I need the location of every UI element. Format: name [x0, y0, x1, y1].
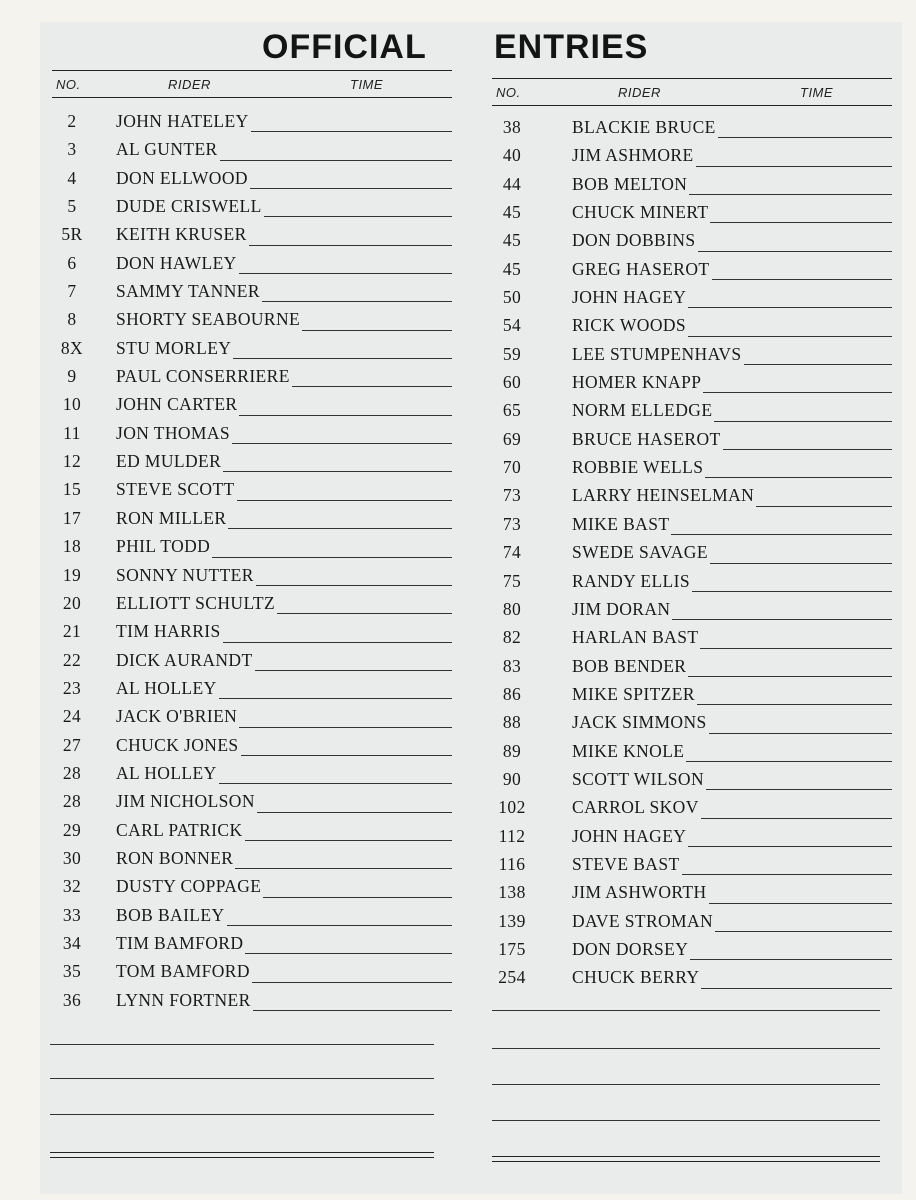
time-line	[703, 392, 892, 393]
entry-row	[492, 339, 892, 367]
entry-rider-name: BOB MELTON	[572, 173, 688, 194]
entry-rider-name: JACK O'BRIEN	[116, 706, 238, 727]
entry-row	[52, 900, 452, 928]
entries-list-right	[492, 106, 892, 991]
entry-number: 10	[62, 394, 82, 415]
time-line	[239, 273, 452, 274]
blank-entry-line	[50, 1044, 434, 1045]
entry-number: 138	[498, 882, 526, 903]
entry-row	[52, 389, 452, 417]
entry-number: 9	[67, 366, 77, 387]
header-no: NO.	[56, 77, 81, 92]
time-line	[697, 704, 892, 705]
entry-row	[52, 928, 452, 956]
entry-rider-name: SONNY NUTTER	[116, 564, 254, 585]
entry-row	[492, 594, 892, 622]
time-line	[686, 761, 892, 762]
entry-rider-name: JOHN HAGEY	[572, 287, 687, 308]
entry-row	[492, 849, 892, 877]
time-line	[715, 931, 892, 932]
entry-rider-name: RON BONNER	[116, 847, 234, 868]
entry-number: 8	[67, 309, 77, 330]
entry-rider-name: CARL PATRICK	[116, 819, 243, 840]
entry-row	[52, 418, 452, 446]
entry-rider-name: PHIL TODD	[116, 536, 211, 557]
time-line	[219, 783, 452, 784]
time-line	[744, 364, 892, 365]
header-rider: RIDER	[168, 77, 211, 92]
time-line	[700, 648, 892, 649]
time-line	[709, 733, 892, 734]
entry-rider-name: ED MULDER	[116, 451, 222, 472]
entry-number: 88	[502, 712, 522, 733]
time-line	[249, 245, 452, 246]
entry-number: 17	[62, 507, 82, 528]
time-line	[235, 868, 452, 869]
time-line	[219, 698, 452, 699]
entry-rider-name: PAUL CONSERRIERE	[116, 366, 290, 387]
entry-rider-name: JIM ASHMORE	[572, 145, 694, 166]
entry-row	[492, 424, 892, 452]
entry-row	[52, 956, 452, 984]
time-line	[237, 500, 452, 501]
entry-row	[492, 367, 892, 395]
entry-rider-name: CHUCK MINERT	[572, 202, 709, 223]
column-header	[52, 70, 452, 98]
entry-number: 45	[502, 230, 522, 251]
entry-rider-name: RON MILLER	[116, 507, 227, 528]
time-line	[671, 534, 892, 535]
time-line	[241, 755, 452, 756]
entry-row	[52, 446, 452, 474]
entry-rider-name: DON DORSEY	[572, 938, 689, 959]
entries-column-left	[52, 70, 452, 1013]
time-line	[688, 846, 892, 847]
entry-number: 36	[62, 989, 82, 1010]
entry-row	[52, 191, 452, 219]
entry-rider-name: HARLAN BAST	[572, 627, 699, 648]
header-no: NO.	[496, 85, 521, 100]
time-line	[701, 988, 892, 989]
double-rule-left	[50, 1152, 434, 1158]
entry-rider-name: DON ELLWOOD	[116, 167, 248, 188]
time-line	[714, 421, 892, 422]
time-line	[262, 301, 452, 302]
entry-row	[52, 588, 452, 616]
time-line	[263, 897, 452, 898]
time-line	[255, 670, 452, 671]
entry-row	[52, 333, 452, 361]
entry-rider-name: BRUCE HASEROT	[572, 428, 721, 449]
time-line	[251, 131, 452, 132]
time-line	[696, 166, 892, 167]
time-line	[245, 840, 452, 841]
entry-number: 11	[63, 422, 81, 443]
entry-rider-name: LYNN FORTNER	[116, 989, 251, 1010]
time-line	[698, 251, 892, 252]
entry-row	[52, 673, 452, 701]
entry-number: 4	[67, 167, 77, 188]
entry-number: 18	[62, 536, 82, 557]
entry-row	[52, 219, 452, 247]
entry-row	[52, 871, 452, 899]
entry-row	[492, 821, 892, 849]
entry-rider-name: GREG HASEROT	[572, 258, 710, 279]
time-line	[212, 557, 452, 558]
entry-rider-name: JON THOMAS	[116, 422, 231, 443]
entry-row	[492, 906, 892, 934]
entry-number: 27	[62, 734, 82, 755]
entry-number: 20	[62, 592, 82, 613]
entry-row	[492, 140, 892, 168]
entry-number: 15	[62, 479, 82, 500]
entry-rider-name: ELLIOTT SCHULTZ	[116, 592, 276, 613]
entry-row	[492, 197, 892, 225]
time-line	[228, 528, 452, 529]
time-line	[682, 874, 892, 875]
entry-row	[492, 254, 892, 282]
entry-row	[492, 877, 892, 905]
entry-rider-name: CHUCK JONES	[116, 734, 239, 755]
entry-number: 73	[502, 485, 522, 506]
entry-rider-name: DUDE CRISWELL	[116, 196, 262, 217]
entry-number: 80	[502, 598, 522, 619]
entry-number: 33	[62, 904, 82, 925]
time-line	[723, 449, 892, 450]
time-line	[692, 591, 892, 592]
entry-rider-name: HOMER KNAPP	[572, 372, 702, 393]
entries-list-left	[52, 98, 452, 1013]
time-line	[688, 336, 892, 337]
entry-rider-name: MIKE BAST	[572, 513, 670, 534]
entry-number: 60	[502, 372, 522, 393]
entry-rider-name: NORM ELLEDGE	[572, 400, 713, 421]
entry-row	[492, 480, 892, 508]
entry-number: 21	[62, 621, 82, 642]
time-line	[688, 676, 892, 677]
entry-rider-name: JIM NICHOLSON	[116, 791, 255, 812]
entry-number: 12	[62, 451, 82, 472]
entry-rider-name: LEE STUMPENHAVS	[572, 343, 742, 364]
entry-number: 74	[502, 542, 522, 563]
entry-rider-name: BOB BENDER	[572, 655, 687, 676]
entry-row	[52, 616, 452, 644]
entry-rider-name: JACK SIMMONS	[572, 712, 707, 733]
entry-rider-name: ROBBIE WELLS	[572, 457, 704, 478]
time-line	[253, 1010, 452, 1011]
entry-row	[52, 758, 452, 786]
entry-number: 50	[502, 287, 522, 308]
entry-rider-name: SAMMY TANNER	[116, 281, 260, 302]
entry-row	[492, 566, 892, 594]
entry-row	[52, 843, 452, 871]
entry-rider-name: JOHN HATELEY	[116, 111, 249, 131]
entry-row	[52, 106, 452, 134]
time-line	[256, 585, 452, 586]
time-line	[718, 137, 892, 138]
time-line	[239, 727, 452, 728]
entry-number: 29	[62, 819, 82, 840]
time-line	[232, 443, 452, 444]
entry-row	[52, 276, 452, 304]
entry-row	[492, 707, 892, 735]
time-line	[706, 789, 892, 790]
time-line	[223, 642, 452, 643]
entry-row	[52, 786, 452, 814]
entry-row	[52, 248, 452, 276]
entry-rider-name: DAVE STROMAN	[572, 910, 714, 931]
entry-row	[492, 679, 892, 707]
entry-row	[492, 622, 892, 650]
entries-column-right	[492, 78, 892, 991]
time-line	[264, 216, 452, 217]
entry-row	[52, 361, 452, 389]
entry-number: 22	[62, 649, 82, 670]
blank-entry-line	[492, 1048, 880, 1049]
blank-entry-line	[492, 1120, 880, 1121]
time-line	[672, 619, 892, 620]
entry-row	[52, 163, 452, 191]
blank-entry-line	[492, 1010, 880, 1011]
entry-number: 139	[498, 910, 526, 931]
entry-number: 70	[502, 457, 522, 478]
entry-number: 90	[502, 768, 522, 789]
entry-number: 8X	[60, 337, 84, 358]
blank-entry-line	[492, 1084, 880, 1085]
entry-row	[492, 509, 892, 537]
time-line	[712, 279, 892, 280]
entry-rider-name: SHORTY SEABOURNE	[116, 309, 301, 330]
entry-rider-name: AL GUNTER	[116, 139, 218, 160]
time-line	[688, 307, 892, 308]
entry-row	[52, 474, 452, 502]
entry-rider-name: MIKE KNOLE	[572, 740, 685, 761]
entry-number: 112	[498, 825, 526, 846]
entry-number: 44	[502, 173, 522, 194]
entry-number: 2	[67, 111, 77, 131]
time-line	[705, 477, 892, 478]
time-line	[250, 188, 452, 189]
entry-number: 54	[502, 315, 522, 336]
entry-row	[492, 225, 892, 253]
entry-number: 38	[502, 117, 522, 137]
time-line	[239, 415, 452, 416]
entry-number: 28	[62, 762, 82, 783]
entry-rider-name: JIM ASHWORTH	[572, 882, 707, 903]
entry-number: 19	[62, 564, 82, 585]
entry-rider-name: DUSTY COPPAGE	[116, 876, 262, 897]
entry-number: 28	[62, 791, 82, 812]
time-line	[233, 358, 452, 359]
time-line	[701, 818, 892, 819]
entry-row	[492, 934, 892, 962]
time-line	[689, 194, 892, 195]
entry-row	[492, 452, 892, 480]
entry-row	[52, 531, 452, 559]
entry-rider-name: LARRY HEINSELMAN	[572, 485, 755, 506]
time-line	[302, 330, 452, 331]
entry-number: 102	[498, 797, 526, 818]
time-line	[756, 506, 892, 507]
entry-rider-name: STEVE BAST	[572, 853, 680, 874]
time-line	[709, 903, 892, 904]
entry-rider-name: SCOTT WILSON	[572, 768, 705, 789]
entry-number: 5R	[61, 224, 83, 245]
time-line	[220, 160, 452, 161]
entry-number: 40	[502, 145, 522, 166]
entry-number: 30	[62, 847, 82, 868]
entry-number: 82	[502, 627, 522, 648]
column-header	[492, 78, 892, 106]
time-line	[223, 471, 452, 472]
entry-rider-name: TIM HARRIS	[116, 621, 221, 642]
time-line	[257, 812, 452, 813]
entry-number: 32	[62, 876, 82, 897]
entry-row	[492, 792, 892, 820]
entry-number: 69	[502, 428, 522, 449]
entry-number: 23	[62, 677, 82, 698]
entry-rider-name: TIM BAMFORD	[116, 932, 244, 953]
entry-rider-name: RANDY ELLIS	[572, 570, 690, 591]
entry-number: 116	[498, 853, 526, 874]
title-word-entries: ENTRIES	[494, 28, 649, 66]
header-rider: RIDER	[618, 85, 661, 100]
entry-row	[492, 651, 892, 679]
entry-rider-name: DON HAWLEY	[116, 252, 237, 273]
entry-rider-name: JOHN CARTER	[116, 394, 238, 415]
entry-number: 6	[67, 252, 77, 273]
entry-row	[52, 701, 452, 729]
entry-rider-name: RICK WOODS	[572, 315, 687, 336]
time-line	[277, 613, 452, 614]
entry-row	[492, 736, 892, 764]
blank-entry-line	[50, 1078, 434, 1079]
time-line	[245, 953, 452, 954]
entry-number: 83	[502, 655, 522, 676]
entry-row	[492, 395, 892, 423]
entry-number: 35	[62, 961, 82, 982]
header-time: TIME	[350, 77, 384, 92]
double-rule-right	[492, 1156, 880, 1162]
entry-rider-name: KEITH KRUSER	[116, 224, 247, 245]
entry-number: 34	[62, 932, 82, 953]
entry-row	[52, 985, 452, 1013]
entry-rider-name: AL HOLLEY	[116, 677, 217, 698]
entry-rider-name: DON DOBBINS	[572, 230, 696, 251]
entry-rider-name: JOHN HAGEY	[572, 825, 687, 846]
entry-row	[492, 962, 892, 990]
entry-rider-name: STU MORLEY	[116, 337, 232, 358]
entry-row	[52, 645, 452, 673]
entry-rider-name: BLACKIE BRUCE	[572, 117, 716, 137]
time-line	[690, 959, 892, 960]
time-line	[227, 925, 452, 926]
entry-rider-name: CHUCK BERRY	[572, 967, 700, 988]
entry-row	[492, 112, 892, 140]
blank-entry-line	[50, 1114, 434, 1115]
entry-number: 89	[502, 740, 522, 761]
entry-rider-name: AL HOLLEY	[116, 762, 217, 783]
header-time: TIME	[800, 85, 834, 100]
entry-row	[52, 503, 452, 531]
entry-number: 175	[498, 938, 526, 959]
entry-number: 45	[502, 258, 522, 279]
entry-number: 86	[502, 683, 522, 704]
entry-number: 75	[502, 570, 522, 591]
entry-row	[52, 560, 452, 588]
entry-rider-name: JIM DORAN	[572, 598, 671, 619]
title-word-official: OFFICIAL	[262, 28, 427, 66]
entry-row	[492, 537, 892, 565]
entry-number: 45	[502, 202, 522, 223]
entry-rider-name: TOM BAMFORD	[116, 961, 250, 982]
entry-row	[492, 310, 892, 338]
entry-number: 24	[62, 706, 82, 727]
entry-rider-name: BOB BAILEY	[116, 904, 225, 925]
entry-number: 65	[502, 400, 522, 421]
time-line	[710, 222, 892, 223]
entry-rider-name: STEVE SCOTT	[116, 479, 235, 500]
entry-number: 3	[67, 139, 77, 160]
entry-number: 7	[67, 281, 77, 302]
entry-number: 254	[498, 967, 526, 988]
entry-row	[492, 169, 892, 197]
entry-number: 73	[502, 513, 522, 534]
time-line	[710, 563, 892, 564]
entry-row	[52, 304, 452, 332]
entry-row	[492, 282, 892, 310]
entry-rider-name: SWEDE SAVAGE	[572, 542, 708, 563]
entry-number: 5	[67, 196, 77, 217]
time-line	[252, 982, 452, 983]
entry-row	[492, 764, 892, 792]
entry-rider-name: CARROL SKOV	[572, 797, 699, 818]
entry-row	[52, 134, 452, 162]
entry-rider-name: DICK AURANDT	[116, 649, 253, 670]
time-line	[292, 386, 452, 387]
entry-row	[52, 730, 452, 758]
entry-row	[52, 815, 452, 843]
entry-number: 59	[502, 343, 522, 364]
entry-rider-name: MIKE SPITZER	[572, 683, 695, 704]
